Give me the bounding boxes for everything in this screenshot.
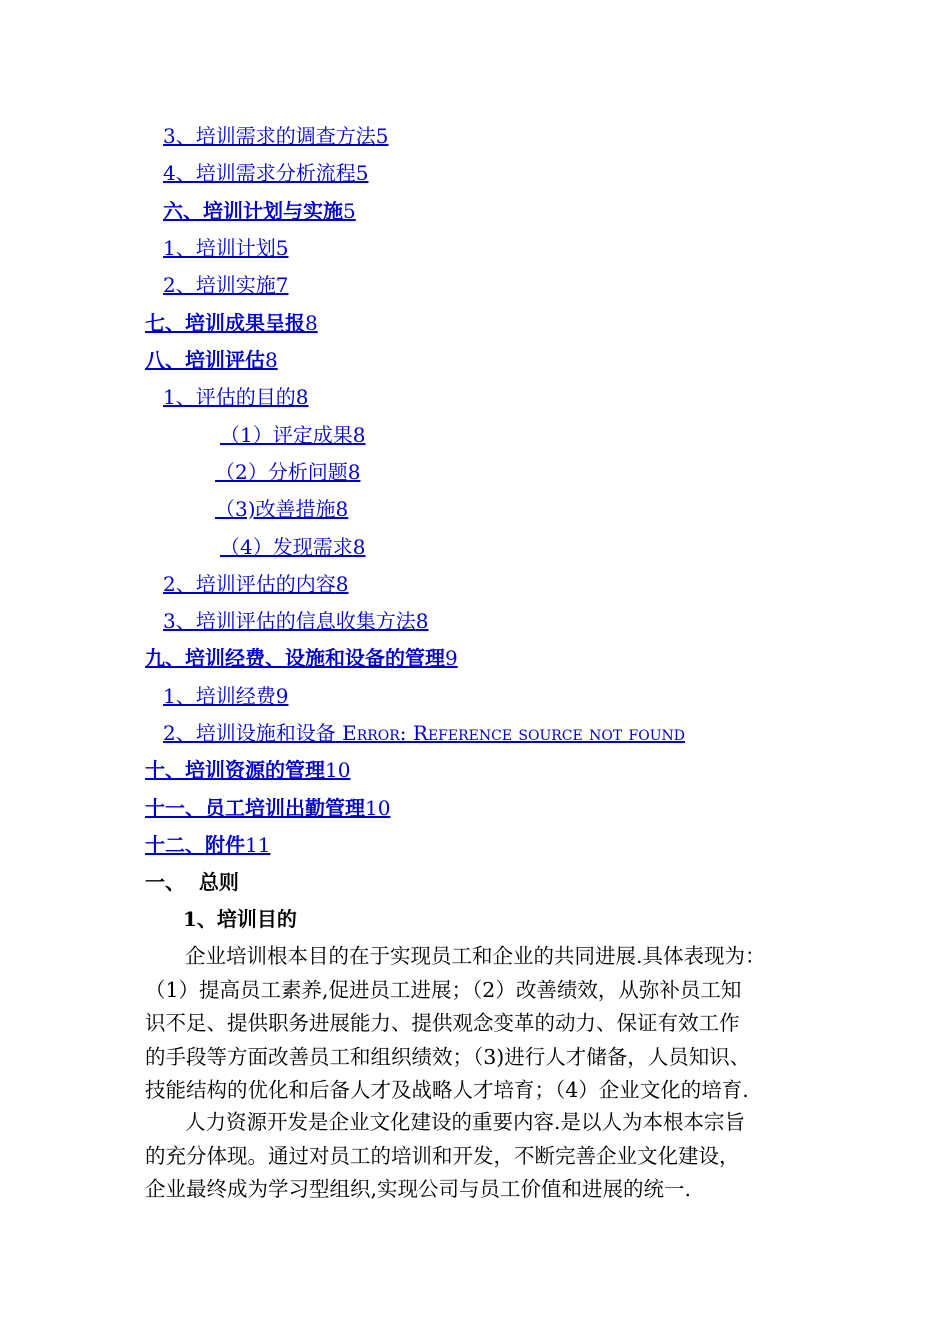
toc-entry-label: （1）评定成果 (220, 423, 353, 447)
toc-entry-page: 9 (445, 646, 458, 670)
toc-entry[interactable] (163, 608, 428, 634)
toc-entry-label: （2）分析问题 (215, 460, 348, 484)
toc-entry-page: 5 (355, 161, 369, 185)
paragraph-line: 人力资源开发是企业文化建设的重要内容.是以人为本根本宗旨 (185, 1110, 746, 1134)
toc-entry[interactable] (145, 645, 458, 671)
toc-entry-label: 4、培训需求分析流程 (163, 161, 356, 185)
toc-entry[interactable] (163, 272, 288, 298)
paragraph-line: 识不足、提供职务进展能力、提供观念变革的动力、保证有效工作 (145, 1011, 740, 1035)
body-paragraph (145, 1106, 835, 1207)
toc-entry[interactable] (220, 534, 365, 560)
toc-entry-page: 8 (352, 535, 366, 559)
toc-entry-label: （3)改善措施 (215, 497, 336, 521)
toc-entry-page: 9 (275, 684, 289, 708)
toc-entry-label: 1、培训经费 (163, 684, 276, 708)
paragraph-line: 的充分体现。通过对员工的培训和开发，不断完善企业文化建设， (145, 1143, 740, 1168)
toc-entry[interactable] (163, 123, 388, 149)
toc-entry[interactable] (163, 198, 356, 224)
toc-entry-label: 1、评估的目的 (163, 385, 296, 409)
toc-entry[interactable] (163, 683, 288, 709)
toc-entry[interactable] (215, 459, 360, 485)
toc-entry-page: 8 (305, 311, 318, 335)
toc-entry-page: 5 (275, 236, 289, 260)
toc-entry-page: 8 (335, 572, 349, 596)
toc-entry[interactable] (215, 496, 348, 522)
toc-entry-page: 8 (352, 423, 366, 447)
toc-entry-page: 10 (325, 758, 351, 782)
toc-entry-page: 5 (343, 199, 356, 223)
toc-entry-label: 十、培训资源的管理 (145, 758, 325, 782)
toc-entry[interactable] (163, 235, 288, 261)
toc-entry[interactable] (163, 384, 308, 410)
toc-entry-label: 1、培训计划 (163, 236, 276, 260)
toc-entry[interactable] (145, 832, 270, 858)
toc-entry-error-text: Error: Reference source not found (342, 721, 685, 745)
toc-entry-page: 5 (375, 124, 389, 148)
toc-entry-page: 10 (365, 796, 391, 820)
paragraph-line: 企业培训根本目的在于实现员工和企业的共同进展.具体表现为： (185, 944, 766, 968)
toc-entry[interactable] (220, 422, 365, 448)
paragraph-line: 的手段等方面改善员工和组织绩效；（3)进行人才储备，人员知识、 (145, 1044, 751, 1069)
toc-entry-label: 2、培训评估的内容 (163, 572, 336, 596)
toc-entry[interactable] (145, 310, 318, 336)
toc-entry-page: 8 (415, 609, 429, 633)
toc-entry-page: 11 (245, 833, 271, 857)
paragraph-line: 技能结构的优化和后备人才及战略人才培育；（4）企业文化的培育. (145, 1078, 749, 1102)
subsection-heading: 1、培训目的 (183, 907, 297, 931)
toc-entry-page: 8 (347, 460, 361, 484)
toc-entry-label: 2、培训实施 (163, 273, 276, 297)
toc-entry-label: 3、培训评估的信息收集方法 (163, 609, 416, 633)
toc-entry-label: 2、培训设施和设备 (163, 721, 336, 745)
toc-entry[interactable] (145, 757, 350, 783)
toc-entry[interactable] (145, 795, 390, 821)
toc-entry-label: （4）发现需求 (220, 535, 353, 559)
section-heading: 一、 总则 (145, 870, 239, 894)
paragraph-line: （1）提高员工素养,促进员工进展；（2）改善绩效，从弥补员工知 (145, 977, 742, 1002)
toc-entry-page: 7 (275, 273, 289, 297)
toc-entry[interactable] (163, 571, 348, 597)
toc-entry-page: 8 (335, 497, 349, 521)
toc-entry-page: 8 (265, 348, 278, 372)
toc-entry-label: 七、培训成果呈报 (145, 311, 305, 335)
toc-entry-label: 十一、员工培训出勤管理 (145, 796, 365, 820)
toc-entry-label: 九、培训经费、设施和设备的管理 (145, 646, 445, 670)
toc-entry-label: 六、培训计划与实施 (163, 199, 343, 223)
toc-entry[interactable] (163, 160, 368, 186)
toc-entry-label: 3、培训需求的调查方法 (163, 124, 376, 148)
toc-entry[interactable] (145, 347, 278, 373)
toc-entry-page: 8 (295, 385, 309, 409)
toc-entry-label: 十二、附件 (145, 833, 245, 857)
body-paragraph (145, 940, 835, 1108)
toc-entry-label: 八、培训评估 (145, 348, 265, 372)
paragraph-line: 企业最终成为学习型组织,实现公司与员工价值和进展的统一. (145, 1177, 692, 1201)
toc-entry[interactable] (163, 720, 685, 746)
